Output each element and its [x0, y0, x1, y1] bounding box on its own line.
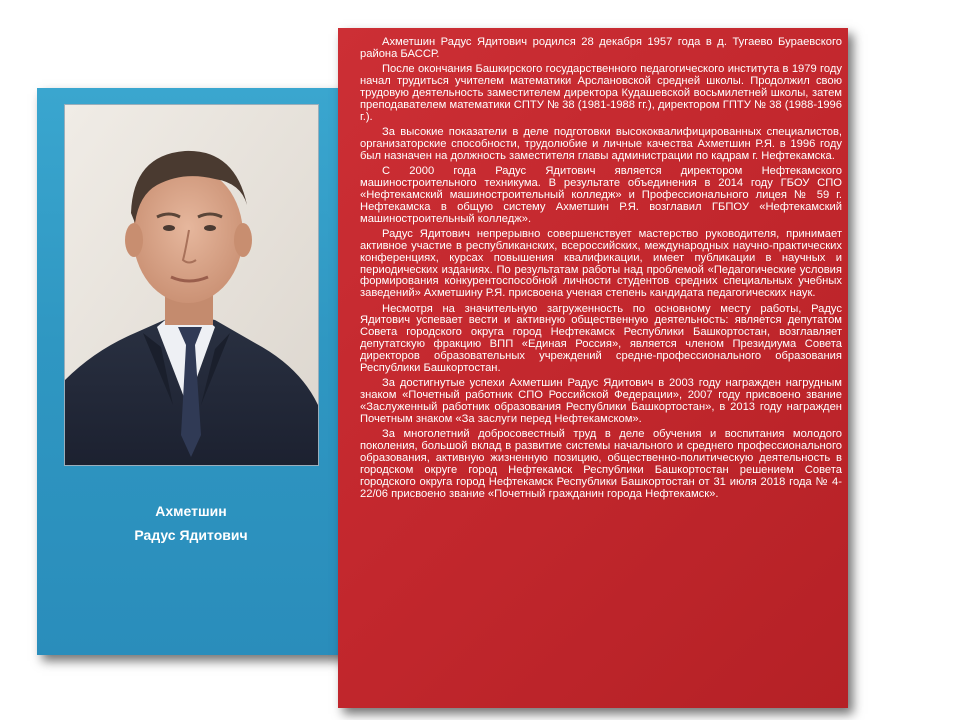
bio-paragraph: Ахметшин Радус Ядитович родился 28 декабря 1957 года в д. Тугаево Бураевского района БАССР. — [360, 36, 842, 60]
bio-paragraph: С 2000 года Радус Ядитович является директором Нефтекамского машиностроительного техникума. В результате объединения в 2014 году ГБОУ СПО «Нефтекамский машиностроительный колледж» и Профессионального лицея № 59 г. Нефтекамска в общую систему Ахметшин Р.Я. возглавил ГБПОУ «Нефтекамский машиностроительный колледж». — [360, 164, 842, 225]
person-surname: Ахметшин — [155, 503, 227, 519]
bio-paragraph: Несмотря на значительную загруженность по основному месту работы, Радус Ядитович успевает вести и активную общественную деятельность: является депутатом Совета городского округа город Нефтекамск Республики Башкортостан, возглавляет депутатскую фракцию ВПП «Единая Россия», является членом Президиума Совета директоров образовательных учреждений средне-профессионального образования Республики Башкортостан. — [360, 302, 842, 375]
profile-card — [37, 88, 345, 655]
person-name — [37, 499, 345, 547]
portrait-photo-icon — [65, 105, 318, 465]
biography-text — [360, 37, 842, 504]
bio-paragraph: За достигнутые успехи Ахметшин Радус Ядитович в 2003 году награжден нагрудным знаком «Почетный работник СПО Российской Федерации», 2007 году присвоено звание «Заслуженный работник образования Республики Башкортостан», в 2013 году награжден Почетным знаком «За заслуги перед Нефтекамском». — [360, 377, 842, 425]
bio-paragraph: За многолетний добросовестный труд в деле обучения и воспитания молодого поколения, большой вклад в развитие системы начального и среднего профессионального образования, активную жизненную позицию, общественно-политическую деятельность в городском округе город Нефтекамск Республики Башкортостан решением Совета городского округа город Нефтекамск Республики Башкортостан от 31 июля 2018 года № 4-22/06 присвоено звание «Почетный гражданин города Нефтекамск». — [360, 428, 842, 500]
bio-paragraph: Радус Ядитович непрерывно совершенствует мастерство руководителя, принимает активное участие в республиканских, всероссийских, международных научно-практических конференциях, курсах повышения квалификации, имеет публикации в научных и периодических изданиях. По результатам работы над проблемой «Педагогические условия формирования конкурентоспособной личности студентов средних специальных учебных заведений» Ахметшину Р.Я. присвоена ученая степень кандидата педагогических наук. — [360, 227, 842, 300]
bio-paragraph: После окончания Башкирского государственного педагогического института в 1979 году начал трудиться учителем математики Арслановской средней школы. Продолжил свою трудовую деятельность заместителем директора Кудашевской восьмилетней школы, затем преподавателем математики СПТУ № 38 (1981-1988 гг.), директором ГПТУ № 38 (1988-1996 г.). — [360, 63, 842, 123]
bio-paragraph: За высокие показатели в деле подготовки высококвалифицированных специалистов, организаторские способности, трудолюбие и личные качества Ахметшин Р.Я. в 1996 году был назначен на должность заместителя главы администрации по кадрам г. Нефтекамска. — [360, 125, 842, 162]
portrait-photo — [64, 104, 319, 466]
person-given-names: Радус Ядитович — [134, 527, 248, 543]
biography-card — [338, 28, 848, 708]
